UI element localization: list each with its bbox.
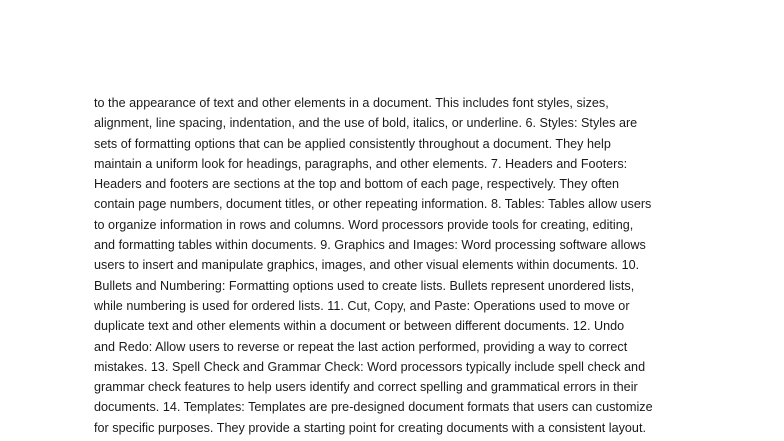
text-line: duplicate text and other elements within a document or between different documents. 12. Undo	[94, 319, 625, 334]
text-line: while numbering is used for ordered lists. 11. Cut, Copy, and Paste: Operations used to move or	[94, 298, 630, 313]
text-line: to organize information in rows and columns. Word processors provide tools for creating, editing,	[94, 217, 634, 232]
text-line: sets of formatting options that can be applied consistently throughout a document. They help	[94, 136, 611, 151]
text-line: documents. 14. Templates: Templates are pre-designed document formats that users can customize	[94, 400, 653, 415]
text-line: mistakes. 13. Spell Check and Grammar Check: Word processors typically include spell check and	[94, 359, 646, 374]
text-line: and Redo: Allow users to reverse or repeat the last action performed, providing a way to correct	[94, 339, 628, 354]
text-line: maintain a uniform look for headings, paragraphs, and other elements. 7. Headers and Footers:	[94, 156, 628, 171]
text-line: and formatting tables within documents. 9. Graphics and Images: Word processing software allows	[94, 238, 646, 253]
text-line: contain page numbers, document titles, or other repeating information. 8. Tables: Tables allow users	[94, 197, 652, 212]
text-line: Bullets and Numbering: Formatting options used to create lists. Bullets represent unordered lists,	[94, 278, 635, 293]
text-line: users to insert and manipulate graphics, images, and other visual elements within documents. 10.	[94, 258, 640, 273]
text-line: Headers and footers are sections at the top and bottom of each page, respectively. They often	[94, 177, 620, 192]
text-line: to the appearance of text and other elements in a document. This includes font styles, sizes,	[94, 96, 609, 110]
text-line: grammar check features to help users identify and correct spelling and grammatical errors in their	[94, 380, 638, 395]
text-line: alignment, line spacing, indentation, and the use of bold, italics, or underline. 6. Styles: Styles are	[94, 116, 638, 131]
body-paragraph[interactable]	[94, 93, 714, 438]
text-line: for specific purposes. They provide a starting point for creating documents with a consistent layout.	[94, 420, 646, 435]
